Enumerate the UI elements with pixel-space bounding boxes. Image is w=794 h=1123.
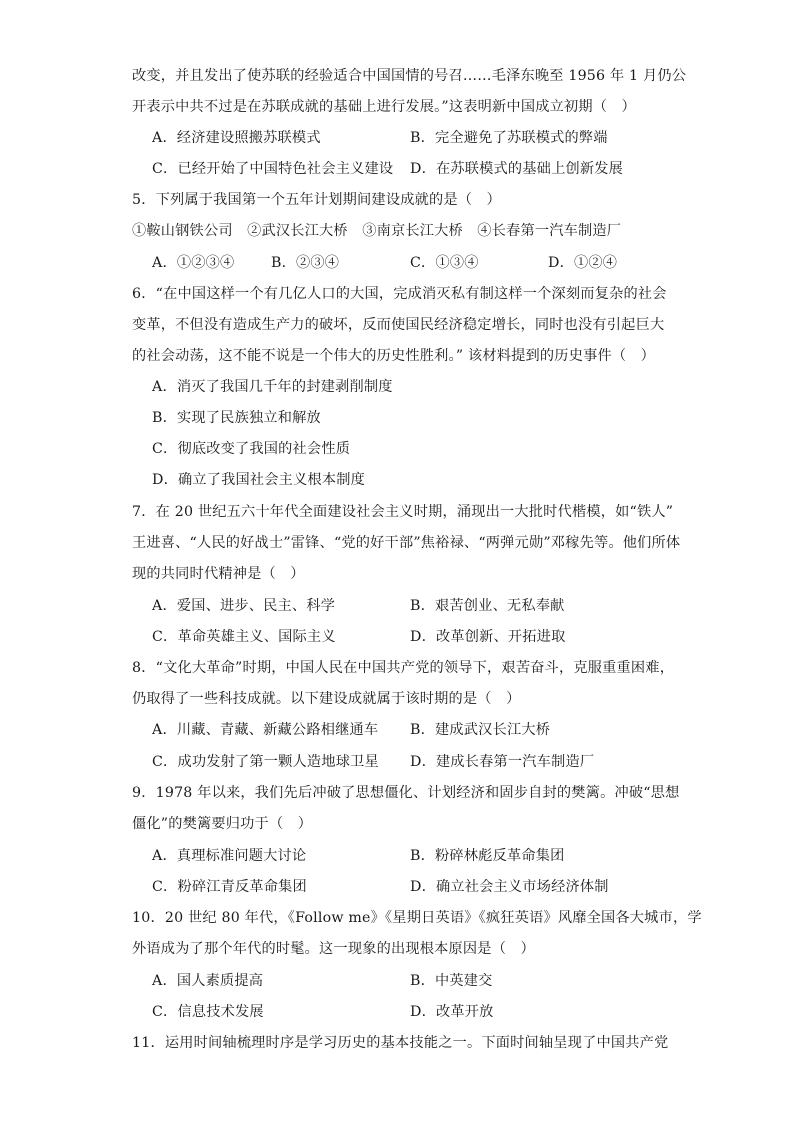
q10-option-b[interactable]: B．中英建交: [410, 973, 493, 989]
q6-stem-line-3: 的社会动荡，这不能不说是一个伟大的历史性胜利。” 该材料提到的历史事件（ ）: [132, 348, 656, 364]
q7-option-b[interactable]: B．艰苦创业、无私奉献: [410, 598, 565, 614]
q9-option-a[interactable]: A．真理标准问题大讨论: [152, 848, 307, 864]
q6-option-d[interactable]: D．确立了我国社会主义根本制度: [152, 472, 366, 488]
q5-option-d[interactable]: D．①②④: [548, 255, 618, 271]
q9-option-b[interactable]: B．粉碎林彪反革命集团: [410, 848, 565, 864]
q6-option-b[interactable]: B．实现了民族独立和解放: [152, 410, 321, 426]
q7-stem-line-1: 7．在 20 世纪五六十年代全面建设社会主义时期，涌现出一大批时代楷模，如“铁人”: [132, 504, 674, 520]
q4-option-b[interactable]: B．完全避免了苏联模式的弊端: [410, 130, 608, 146]
q4-stem-line-1: 改变，并且发出了使苏联的经验适合中国国情的号召……毛泽东晚至 1956 年 1 月仍公: [132, 68, 687, 84]
q9-stem-line-1: 9．1978 年以来，我们先后冲破了思想僵化、计划经济和固步自封的樊篱。冲破“思想: [132, 785, 680, 801]
q8-stem-line-1: 8．“文化大革命”时期，中国人民在中国共产党的领导下，艰苦奋斗，克服重重困难，: [132, 660, 675, 676]
q10-stem-line-1: 10．20 世纪 80 年代，《Follow me》《星期日英语》《疯狂英语》风靡全国各大城市，学: [132, 910, 702, 926]
q11-stem-line-1: 11．运用时间轴梳理时序是学习历史的基本技能之一。下面时间轴呈现了中国共产党: [132, 1035, 669, 1051]
q5-option-a[interactable]: A．①②③④: [152, 255, 235, 271]
q8-option-b[interactable]: B．建成武汉长江大桥: [410, 722, 551, 738]
q10-stem-line-2: 外语成为了那个年代的时髦。这一现象的出现根本原因是（ ）: [132, 941, 535, 957]
q8-stem-line-2: 仍取得了一些科技成就。以下建设成就属于该时期的是（ ）: [132, 691, 521, 707]
q4-option-a[interactable]: A．经济建设照搬苏联模式: [152, 130, 321, 146]
q8-option-d[interactable]: D．建成长春第一汽车制造厂: [410, 754, 595, 770]
q6-stem-line-1: 6．“在中国这样一个有几亿人口的大国，完成消灭私有制这样一个深刻而复杂的社会: [132, 286, 667, 302]
q10-option-d[interactable]: D．改革开放: [410, 1004, 494, 1020]
q9-option-d[interactable]: D．确立社会主义市场经济体制: [410, 879, 609, 895]
q8-option-c[interactable]: C．成功发射了第一颗人造地球卫星: [152, 754, 379, 770]
q5-stem: 5．下列属于我国第一个五年计划期间建设成就的是（ ）: [132, 192, 501, 208]
q4-stem-line-2: 开表示中共不过是在苏联成就的基础上进行发展。”这表明新中国成立初期（ ）: [132, 99, 636, 115]
q6-option-a[interactable]: A．消灭了我国几千年的封建剥削制度: [152, 379, 393, 395]
q7-stem-line-3: 现的共同时代精神是（ ）: [132, 566, 305, 582]
q8-option-a[interactable]: A．川藏、青藏、新藏公路相继通车: [152, 722, 379, 738]
q4-option-d[interactable]: D．在苏联模式的基础上创新发展: [410, 161, 624, 177]
q9-stem-line-2: 僵化”的樊篱要归功于（ ）: [132, 816, 313, 832]
q7-stem-line-2: 王进喜、“人民的好战士”雷锋、“党的好干部”焦裕禄、“两弹元勋”邓稼先等。他们所体: [132, 535, 681, 551]
q5-option-b[interactable]: B．②③④: [271, 255, 340, 271]
q9-option-c[interactable]: C．粉碎江青反革命集团: [152, 879, 307, 895]
q4-option-c[interactable]: C．已经开始了中国特色社会主义建设: [152, 161, 394, 177]
q6-stem-line-2: 变革，不但没有造成生产力的破坏，反而使国民经济稳定增长，同时也没有引起巨大: [132, 317, 665, 333]
q6-option-c[interactable]: C．彻底改变了我国的社会性质: [152, 441, 351, 457]
q5-option-c[interactable]: C．①③④: [410, 255, 479, 271]
q5-items: ①鞍山钢铁公司 ②武汉长江大桥 ③南京长江大桥 ④长春第一汽车制造厂: [132, 223, 622, 239]
q7-option-a[interactable]: A．爱国、进步、民主、科学: [152, 598, 336, 614]
q7-option-d[interactable]: D．改革创新、开拓进取: [410, 629, 566, 645]
q10-option-c[interactable]: C．信息技术发展: [152, 1004, 264, 1020]
q10-option-a[interactable]: A．国人素质提高: [152, 973, 264, 989]
q7-option-c[interactable]: C．革命英雄主义、国际主义: [152, 629, 336, 645]
